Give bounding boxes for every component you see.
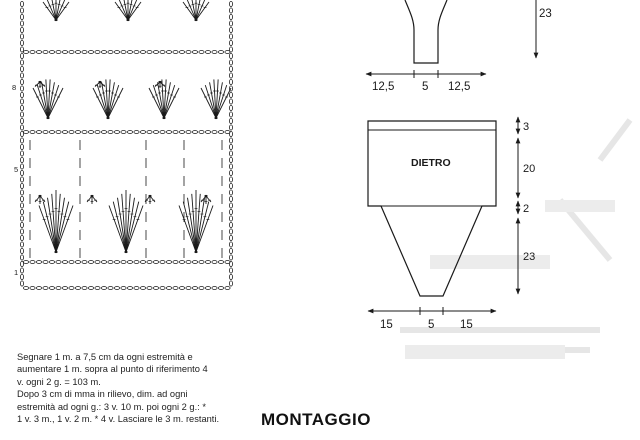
chain-stitch-icon: [82, 287, 87, 290]
chain-stitch-icon: [20, 40, 23, 45]
chain-stitch-icon: [20, 151, 23, 156]
chain-stitch-icon: [69, 51, 74, 54]
chain-stitch-icon: [36, 131, 41, 134]
crochet-fan-motif-icon: [43, 0, 69, 21]
crochet-fan-motif-icon: [145, 195, 155, 204]
chain-stitch-icon: [229, 125, 232, 130]
back-height-label-23: 23: [523, 251, 536, 263]
chain-stitch-icon: [225, 261, 230, 264]
chain-stitch-icon: [229, 105, 232, 110]
chain-stitch-icon: [229, 281, 232, 286]
chain-stitch-icon: [225, 51, 230, 54]
chain-stitch-icon: [229, 183, 232, 188]
chain-stitch-icon: [20, 164, 23, 169]
crochet-fan-motif-icon: [201, 195, 211, 204]
chain-stitch-icon: [229, 242, 232, 247]
chain-stitch-icon: [36, 51, 41, 54]
chain-stitch-icon: [173, 131, 178, 134]
chain-stitch-icon: [229, 73, 232, 78]
chain-stitch-icon: [205, 261, 210, 264]
row-label-1: 1: [14, 268, 19, 277]
chain-stitch-icon: [134, 131, 139, 134]
chain-stitch-icon: [153, 261, 158, 264]
chain-stitch-icon: [225, 287, 230, 290]
chain-stitch-icon: [108, 131, 113, 134]
chain-stitch-icon: [75, 287, 80, 290]
chain-stitch-icon: [229, 222, 232, 227]
row-label-8: 8: [12, 83, 17, 92]
front-width-label-center: 5: [422, 81, 429, 93]
chain-stitch-icon: [186, 51, 191, 54]
chain-stitch-icon: [101, 51, 106, 54]
chain-stitch-icon: [229, 14, 232, 19]
chain-stitch-icon: [23, 51, 28, 54]
chain-stitch-icon: [229, 27, 232, 32]
chain-stitch-icon: [20, 34, 23, 39]
crochet-fan-motif-icons: [30, 0, 231, 258]
chain-stitch-icon: [205, 287, 210, 290]
chain-stitch-icon: [49, 131, 54, 134]
chain-stitch-icon: [229, 138, 232, 143]
chain-stitch-icon: [114, 287, 119, 290]
chain-stitch-icon: [192, 261, 197, 264]
chain-stitch-icon: [186, 261, 191, 264]
chain-stitch-icon: [82, 261, 87, 264]
front-height-label: 23: [539, 8, 552, 20]
chain-stitch-icon: [127, 131, 132, 134]
chain-stitch-icon: [166, 51, 171, 54]
chain-stitch-icon: [160, 287, 165, 290]
chain-stitch-icon: [140, 261, 145, 264]
chain-stitch-icon: [20, 242, 23, 247]
chain-stitch-icon: [140, 51, 145, 54]
chain-stitch-icon: [229, 248, 232, 253]
chain-stitch-icon: [101, 131, 106, 134]
crochet-fan-motif-icon: [35, 81, 45, 88]
chain-stitch-icon: [166, 261, 171, 264]
back-piece-title: DIETRO: [411, 157, 451, 169]
chain-stitch-icon: [23, 131, 28, 134]
chain-stitch-icon: [20, 60, 23, 65]
chain-stitch-icon: [218, 261, 223, 264]
chain-stitch-icon: [20, 53, 23, 58]
chain-stitch-icon: [147, 51, 152, 54]
crochet-fan-motif-icon: [201, 79, 231, 119]
chain-stitch-icon: [95, 131, 100, 134]
chain-stitch-icon: [69, 261, 74, 264]
chain-stitch-icon: [212, 261, 217, 264]
chain-stitch-icon: [229, 99, 232, 104]
chain-stitch-icon: [20, 222, 23, 227]
chain-stitch-icon: [186, 131, 191, 134]
chain-stitch-icon: [229, 8, 232, 13]
chain-stitch-icon: [166, 287, 171, 290]
chain-stitch-icon: [127, 51, 132, 54]
instruction-line: Dopo 3 cm di mma in rilievo, dim. ad ogni: [17, 389, 188, 400]
chain-stitch-icon: [20, 66, 23, 71]
chain-stitch-icon: [229, 21, 232, 26]
chain-stitch-icon: [199, 287, 204, 290]
back-height-label-20: 20: [523, 163, 536, 175]
chain-stitch-icon: [114, 131, 119, 134]
chain-stitch-icon: [101, 261, 106, 264]
instruction-line: 1 v. 3 m., 1 v. 2 m. * 4 v. Lasciare le 3 m. restanti.: [17, 414, 220, 425]
chain-stitch-icon: [20, 281, 23, 286]
chain-stitch-icon: [134, 287, 139, 290]
front-piece-diagram: [366, 0, 552, 93]
chain-stitch-icon: [20, 170, 23, 175]
chain-stitch-icon: [56, 261, 61, 264]
chain-stitch-icon: [49, 261, 54, 264]
row-labels: [12, 83, 18, 277]
chain-stitch-icon: [179, 51, 184, 54]
chain-stitch-icon: [186, 287, 191, 290]
chain-stitch-icon: [121, 131, 126, 134]
chain-stitch-icon: [229, 177, 232, 182]
front-width-label-left: 12,5: [372, 81, 395, 93]
chain-stitch-icon: [69, 131, 74, 134]
back-width-label-center: 5: [428, 319, 435, 331]
chain-stitch-icon: [95, 261, 100, 264]
chain-stitch-icon: [229, 1, 232, 6]
chain-stitch-icon: [20, 235, 23, 240]
pattern-instructions: [17, 351, 252, 425]
chain-stitch-icon: [229, 203, 232, 208]
chain-stitch-icon: [75, 51, 80, 54]
chain-stitch-icon: [88, 261, 93, 264]
chain-stitch-icon: [108, 51, 113, 54]
chain-stitch-icon: [160, 261, 165, 264]
crochet-fan-motif-icon: [109, 190, 143, 253]
chain-stitch-icon: [205, 51, 210, 54]
chain-stitch-icon: [229, 151, 232, 156]
chain-stitch-icon: [127, 287, 132, 290]
chain-stitch-icon: [229, 118, 232, 123]
chain-stitch-icon: [114, 51, 119, 54]
front-piece-outline: [405, 0, 447, 63]
back-height-label-3: 3: [523, 121, 530, 133]
chain-stitch-icon: [147, 131, 152, 134]
chain-stitch-icon: [36, 287, 41, 290]
crochet-fan-motif-icon: [95, 81, 105, 88]
chain-stitch-icon: [218, 51, 223, 54]
chain-stitch-icon: [30, 261, 35, 264]
chain-stitch-icon: [205, 131, 210, 134]
chain-stitch-icon: [212, 131, 217, 134]
instruction-line: aumentare 1 m. sopra al punto di riferimento 4: [17, 364, 208, 375]
row-label-5: 5: [14, 165, 19, 174]
chain-stitch-icon: [62, 261, 67, 264]
chain-stitch-icon: [229, 164, 232, 169]
chain-stitch-icon: [134, 261, 139, 264]
chain-stitch-icon: [173, 287, 178, 290]
chain-stitch-icon: [160, 51, 165, 54]
chain-stitch-icon: [229, 235, 232, 240]
chain-stitch-icon: [229, 92, 232, 97]
chain-stitch-icon: [20, 86, 23, 91]
crochet-fan-motif-icon: [39, 190, 73, 253]
chain-stitch-icon: [20, 183, 23, 188]
chain-stitch-icon: [225, 131, 230, 134]
chain-stitch-icon: [153, 287, 158, 290]
chain-stitch-icon: [108, 287, 113, 290]
chain-stitch-icon: [140, 131, 145, 134]
chain-stitch-icon: [199, 131, 204, 134]
chain-stitch-icon: [62, 287, 67, 290]
crochet-chart: [12, 0, 233, 290]
chain-stitch-icon: [173, 261, 178, 264]
chain-stitch-icon: [229, 112, 232, 117]
chain-stitch-icon: [101, 287, 106, 290]
chain-stitch-icon: [43, 261, 48, 264]
chain-stitch-icon: [160, 131, 165, 134]
instruction-line: estremità ad ogni g.: 3 v. 10 m. poi ogni 2 g.: *: [17, 401, 206, 412]
chain-stitch-icon: [218, 287, 223, 290]
chain-stitch-icon: [114, 261, 119, 264]
chain-stitch-icon: [75, 261, 80, 264]
chain-stitch-icon: [229, 216, 232, 221]
chain-stitch-icon: [166, 131, 171, 134]
chain-stitch-icon: [23, 287, 28, 290]
chain-stitch-icon: [88, 51, 93, 54]
chain-stitch-icon: [62, 51, 67, 54]
chain-stitch-icon: [212, 287, 217, 290]
crochet-fan-motif-icon: [115, 0, 141, 21]
chain-stitch-icon: [20, 27, 23, 32]
chain-stitch-icon: [75, 131, 80, 134]
chain-stitch-icon: [147, 261, 152, 264]
chain-stitch-icon: [192, 131, 197, 134]
chain-stitch-icon: [88, 131, 93, 134]
chain-stitch-icon: [20, 209, 23, 214]
chain-stitch-icon: [229, 170, 232, 175]
chart-row-lines: [23, 51, 230, 290]
chain-stitch-icon: [140, 287, 145, 290]
chain-stitch-icon: [229, 196, 232, 201]
chain-stitch-icon: [20, 8, 23, 13]
chain-stitch-icon: [20, 157, 23, 162]
chain-stitch-icon: [121, 261, 126, 264]
chain-stitch-icon: [229, 60, 232, 65]
chain-stitch-icon: [229, 53, 232, 58]
chain-stitch-icon: [229, 268, 232, 273]
chain-stitch-icon: [30, 287, 35, 290]
chain-stitch-icon: [229, 190, 232, 195]
chain-stitch-icon: [179, 261, 184, 264]
chain-stitch-icon: [229, 40, 232, 45]
chain-stitch-icon: [95, 51, 100, 54]
back-piece-outline: [368, 121, 496, 296]
chain-stitch-icon: [43, 287, 48, 290]
chain-stitch-icon: [173, 51, 178, 54]
chain-stitch-icon: [56, 287, 61, 290]
chain-stitch-icon: [20, 196, 23, 201]
back-piece-diagram: [368, 117, 535, 331]
chain-stitch-icon: [229, 255, 232, 260]
chain-stitch-icon: [20, 125, 23, 130]
chain-stitch-icon: [127, 261, 132, 264]
chain-stitch-icon: [134, 51, 139, 54]
chain-stitch-icon: [229, 274, 232, 279]
chain-stitch-icon: [30, 131, 35, 134]
chain-stitch-icon: [20, 1, 23, 6]
back-width-label-left: 15: [380, 319, 393, 331]
chain-stitch-icon: [20, 14, 23, 19]
chain-stitch-icon: [20, 190, 23, 195]
chain-stitch-icon: [20, 216, 23, 221]
chain-stitch-icon: [82, 51, 87, 54]
chain-stitch-icon: [20, 229, 23, 234]
chain-stitch-icon: [95, 287, 100, 290]
chain-stitch-icon: [20, 73, 23, 78]
back-height-label-2: 2: [523, 203, 530, 215]
chain-stitch-icon: [69, 287, 74, 290]
chain-stitch-icon: [56, 51, 61, 54]
chain-stitch-icon: [229, 209, 232, 214]
chain-stitch-icon: [229, 144, 232, 149]
chain-stitch-icon: [20, 203, 23, 208]
instruction-line: Segnare 1 m. a 7,5 cm da ogni estremità e: [17, 352, 193, 362]
chain-stitch-icon: [229, 34, 232, 39]
chain-stitch-icon: [179, 287, 184, 290]
back-width-label-right: 15: [460, 319, 473, 331]
chain-stitch-icon: [20, 92, 23, 97]
chain-stitch-icon: [30, 51, 35, 54]
show-through-texture: [400, 120, 630, 359]
chain-stitch-icon: [229, 157, 232, 162]
chain-stitch-icon: [192, 51, 197, 54]
chain-stitch-icon: [153, 131, 158, 134]
chain-stitch-icon: [20, 112, 23, 117]
chain-stitch-icon: [43, 131, 48, 134]
chain-stitch-icon: [56, 131, 61, 134]
chain-stitch-icon: [20, 105, 23, 110]
chain-stitch-icon: [20, 177, 23, 182]
chain-stitch-icon: [121, 51, 126, 54]
chain-stitch-icon: [147, 287, 152, 290]
chain-stitch-icon: [108, 261, 113, 264]
chain-stitch-icon: [179, 131, 184, 134]
chain-stitch-icon: [62, 131, 67, 134]
chain-stitch-icon: [199, 51, 204, 54]
chain-stitch-icon: [23, 261, 28, 264]
chain-stitch-icon: [20, 144, 23, 149]
instruction-line: v. ogni 2 g. = 103 m.: [17, 376, 101, 387]
chain-stitch-icon: [20, 118, 23, 123]
chain-stitch-icon: [229, 229, 232, 234]
chain-stitch-icon: [20, 99, 23, 104]
crochet-fan-motif-icon: [87, 195, 97, 204]
chain-stitch-icon: [20, 138, 23, 143]
chain-stitch-icon: [20, 248, 23, 253]
section-title-montaggio: MONTAGGIO: [261, 410, 371, 429]
chain-stitch-icon: [229, 66, 232, 71]
chain-stitch-icon: [43, 51, 48, 54]
chain-stitch-icon: [218, 131, 223, 134]
chain-stitch-icon: [20, 255, 23, 260]
chain-stitch-icon: [20, 79, 23, 84]
chain-stitch-icon: [36, 261, 41, 264]
chain-stitch-icon: [88, 287, 93, 290]
chain-stitch-icon: [212, 51, 217, 54]
chain-stitch-icon: [20, 21, 23, 26]
chain-stitch-icon: [20, 274, 23, 279]
chain-stitch-icon: [49, 287, 54, 290]
front-width-label-right: 12,5: [448, 81, 471, 93]
chain-stitch-icon: [229, 79, 232, 84]
crochet-fan-motif-icon: [155, 81, 165, 88]
chain-stitch-icon: [49, 51, 54, 54]
chain-stitch-icon: [192, 287, 197, 290]
chain-stitch-icon: [20, 268, 23, 273]
chain-stitch-icon: [153, 51, 158, 54]
crochet-fan-motif-icon: [183, 0, 209, 21]
chain-stitch-icon: [121, 287, 126, 290]
chain-stitch-icon: [82, 131, 87, 134]
chain-stitch-icon: [199, 261, 204, 264]
